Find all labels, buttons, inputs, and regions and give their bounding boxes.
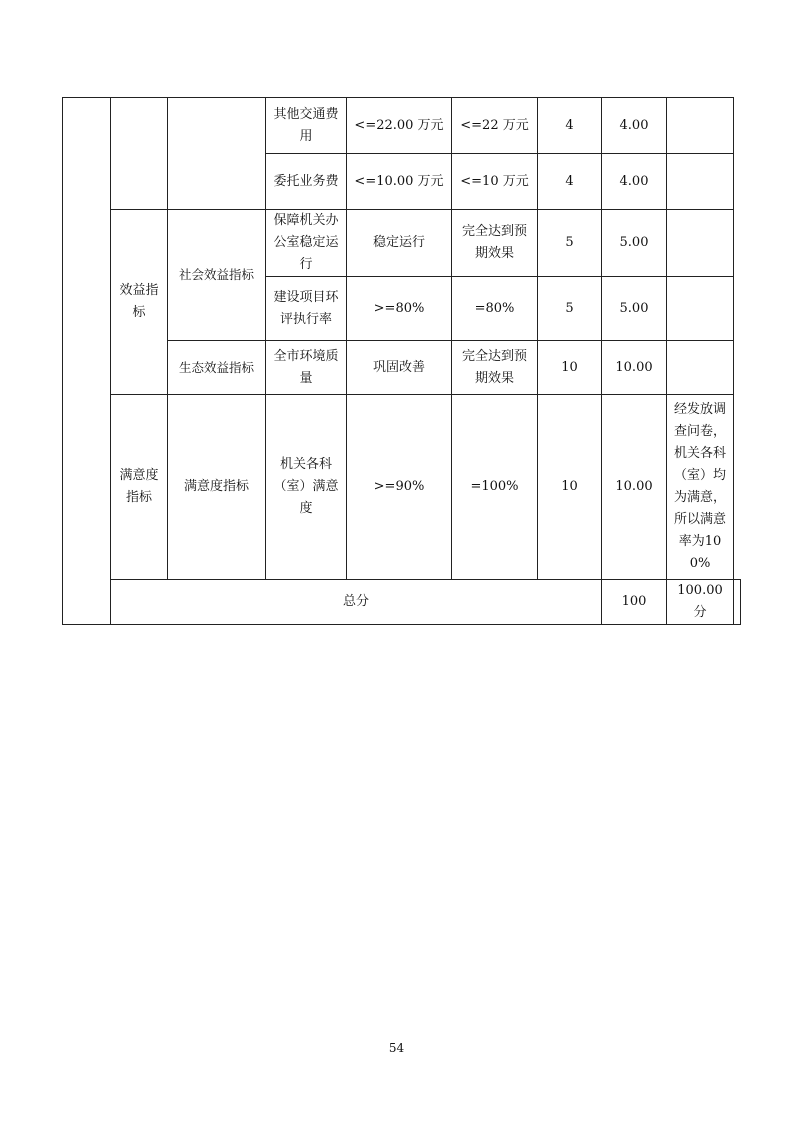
indicator-cell: 建设项目环评执行率 <box>266 277 347 341</box>
total-label: 总分 <box>111 580 602 625</box>
total-weight: 100 <box>602 580 667 625</box>
score-cell: 4.00 <box>602 98 667 154</box>
weight-cell: 5 <box>538 210 602 277</box>
level2-cell-empty <box>111 98 168 210</box>
actual-cell: =80% <box>452 277 538 341</box>
category-satisfaction: 满意度指标 <box>111 395 168 580</box>
remark-cell <box>667 341 734 395</box>
indicator-cell: 全市环境质量 <box>266 341 347 395</box>
subcategory-ecological: 生态效益指标 <box>168 341 266 395</box>
target-cell: 巩固改善 <box>347 341 452 395</box>
actual-cell: =100% <box>452 395 538 580</box>
target-cell: >=90% <box>347 395 452 580</box>
table-row <box>63 98 741 154</box>
indicator-cell: 委托业务费 <box>266 154 347 210</box>
actual-cell: 完全达到预期效果 <box>452 341 538 395</box>
weight-cell: 4 <box>538 98 602 154</box>
performance-table <box>62 97 741 625</box>
score-cell: 5.00 <box>602 210 667 277</box>
level3-cell-empty <box>168 98 266 210</box>
target-cell: <=10.00 万元 <box>347 154 452 210</box>
total-remark <box>734 580 741 625</box>
score-cell: 5.00 <box>602 277 667 341</box>
remark-cell <box>667 210 734 277</box>
table-row <box>63 395 741 580</box>
total-score: 100.00分 <box>667 580 734 625</box>
score-cell: 10.00 <box>602 395 667 580</box>
indicator-cell: 其他交通费用 <box>266 98 347 154</box>
score-cell: 10.00 <box>602 341 667 395</box>
subcategory-social: 社会效益指标 <box>168 210 266 341</box>
remark-cell: 经发放调查问卷，机关各科（室）均为满意，所以满意率为100% <box>667 395 734 580</box>
remark-cell <box>667 98 734 154</box>
actual-cell: <=22 万元 <box>452 98 538 154</box>
remark-cell <box>667 277 734 341</box>
weight-cell: 10 <box>538 341 602 395</box>
indicator-cell: 机关各科（室）满意度 <box>266 395 347 580</box>
weight-cell: 10 <box>538 395 602 580</box>
page-number: 54 <box>388 1041 405 1055</box>
remark-cell <box>667 154 734 210</box>
target-cell: <=22.00 万元 <box>347 98 452 154</box>
subcategory-satisfaction: 满意度指标 <box>168 395 266 580</box>
total-row <box>63 580 741 625</box>
weight-cell: 5 <box>538 277 602 341</box>
actual-cell: <=10 万元 <box>452 154 538 210</box>
category-benefit: 效益指标 <box>111 210 168 395</box>
target-cell: >=80% <box>347 277 452 341</box>
actual-cell: 完全达到预期效果 <box>452 210 538 277</box>
table-row <box>63 210 741 277</box>
level1-cell-empty <box>63 98 111 625</box>
score-cell: 4.00 <box>602 154 667 210</box>
weight-cell: 4 <box>538 154 602 210</box>
target-cell: 稳定运行 <box>347 210 452 277</box>
indicator-cell: 保障机关办公室稳定运行 <box>266 210 347 277</box>
